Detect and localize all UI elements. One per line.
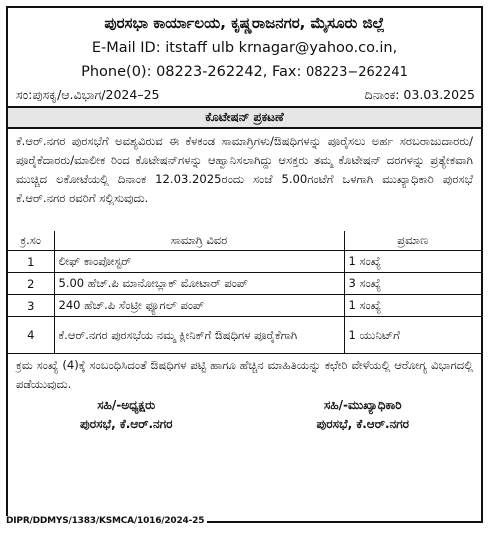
medicine-note: ಕ್ರಮ ಸಂಖ್ಯೆ (4)ಕ್ಕೆ ಸಂಬಂಧಿಸಿದಂತೆ ಔಷಧಿಗಳ ಪಟ್ಟಿ ಹಾಗೂ ಹೆಚ್ಚಿನ ಮಾಹಿತಿಯನ್ನು ಕಛೇರಿ ವೇಳೆಯಲ್ಲಿ ಆರೋಗ್ಯ ವಿಭಾಗದಲ್ಲಿ ಪಡೆಯುವುದು. bbox=[16, 358, 473, 391]
col-header-qty: ಪ್ರಮಾಣ bbox=[344, 231, 481, 251]
fax-number: 08223−262241 bbox=[305, 65, 408, 80]
row-sl: 1 bbox=[8, 251, 54, 273]
col-header-sl: ಕ್ರ.ಸಂ bbox=[8, 231, 54, 251]
row-sl: 2 bbox=[8, 273, 54, 295]
col-header-item: ಸಾಮಾಗ್ರಿ ವಿವರ bbox=[54, 231, 344, 251]
chief-officer-office: ಪುರಸಭೆ, ಕೆ.ಆರ್.ನಗರ bbox=[316, 417, 410, 431]
phone-fax-text: Phone(0): 08223-262242, Fax: bbox=[81, 64, 306, 80]
row-item: ಲೀಫ್ ಕಾಂಪೋಸ್ಟರ್ bbox=[54, 251, 344, 273]
reference-row bbox=[8, 84, 481, 106]
row-qty: 1 ಯುನಿಟ್‌ಗೆ bbox=[344, 317, 481, 354]
president-office: ಪುರಸಭೆ, ಕೆ.ಆರ್.ನಗರ bbox=[79, 417, 173, 431]
president-signature bbox=[8, 396, 245, 434]
quotation-notice bbox=[6, 6, 483, 523]
row-item: ಕೆ.ಆರ್.ನಗರ ಪುರಸಭೆಯ ನಮ್ಮ ಕ್ಲೀನಿಕ್‌ಗೆ ಔಷಧಿಗಳ ಪೂರೈಕೆಗಾಗಿ bbox=[54, 317, 344, 354]
chief-officer-title: ಸಹಿ/-ಮುಖ್ಯಾಧಿಕಾರಿ bbox=[323, 398, 402, 412]
president-title: ಸಹಿ/-ಅಧ್ಯಕ್ಷರು bbox=[97, 398, 156, 412]
chief-officer-signature bbox=[245, 396, 482, 434]
row-qty: 3 ಸಂಖ್ಯೆ bbox=[344, 273, 481, 295]
row-item: 5.00 ಹೆಚ್.ಪಿ ಮಾನೋಬ್ಲಾಕ್ ಮೋಟಾರ್ ಪಂಪ್ bbox=[54, 273, 344, 295]
office-name: ಪುರಸಭಾ ಕಾರ್ಯಾಲಯ, ಕೃಷ್ಣರಾಜನಗರ, ಮೈಸೂರು ಜಿಲ್ಲೆ bbox=[104, 14, 385, 32]
row-sl: 4 bbox=[8, 317, 54, 354]
items-table bbox=[8, 231, 481, 354]
table-row bbox=[8, 295, 481, 317]
row-item: 240 ಹೆಚ್.ಪಿ ಸೆಂಟ್ರೀ ಫ್ಯೂಗಲ್ ಪಂಪ್ bbox=[54, 295, 344, 317]
email-line: E-Mail ID: itstaff ulb krnagar@yahoo.co.in, bbox=[91, 40, 398, 56]
table-header-row bbox=[8, 231, 481, 251]
notice-body: ಕೆ.ಆರ್.ನಗರ ಪುರಸಭೆಗೆ ಅವಶ್ಯವಿರುವ ಈ ಕೆಳಕಂಡ ಸಾಮಾಗ್ರಿಗಳು/ಔಷಧಿಗಳನ್ನು ಪೂರೈಸಲು ಅರ್ಹ ಸರಬರಾಜುದಾರರು/ಪೂರೈಕೆದಾರರು/ಮಾಲೀಕ ರಿಂದ ಕೊಟೇಷನ್‌ಗಳನ್ನು ಆಹ್ವಾನಿಸಲಾಗಿದ್ದು ಆಸಕ್ತರು ತಮ್ಮ ಕೊಟೇಷನ್ ದರಗಳನ್ನು ಪ್ರತ್ಯೇಕವಾಗಿ ಮುಚ್ಚಿದ ಲಕೋಟೆಯಲ್ಲಿ ದಿನಾಂಕ 12.03.2025ರಂದು ಸಂಜೆ 5.00ಗಂಟೆಗೆ ಒಳಗಾಗಿ ಮುಖ್ಯಾಧಿಕಾರಿ ಪುರಸಭೆ ಕೆ.ಆರ್.ನಗರ ರವರಿಗೆ ಸಲ್ಲಿಸುವುದು. bbox=[16, 134, 473, 205]
table-row bbox=[8, 251, 481, 273]
row-sl: 3 bbox=[8, 295, 54, 317]
dipr-reference: DIPR/DDMYS/1383/KSMCA/1016/2024-25 bbox=[6, 516, 207, 526]
signature-block bbox=[8, 396, 481, 434]
notice-date: ದಿನಾಂಕ: 03.03.2025 bbox=[364, 87, 475, 102]
table-row bbox=[8, 317, 481, 354]
notice-title: ಕೊಟೇಷನ್ ಪ್ರಕಟಣೆ bbox=[8, 106, 481, 129]
phone-line bbox=[8, 60, 481, 84]
row-qty: 1 ಸಂಖ್ಯೆ bbox=[344, 295, 481, 317]
table-row bbox=[8, 273, 481, 295]
reference-number: ಸಂ:ಪುಸಕೃ/ಆ.ವಿಭಾಗ/2024–25 bbox=[16, 87, 160, 102]
row-qty: 1 ಸಂಖ್ಯೆ bbox=[344, 251, 481, 273]
